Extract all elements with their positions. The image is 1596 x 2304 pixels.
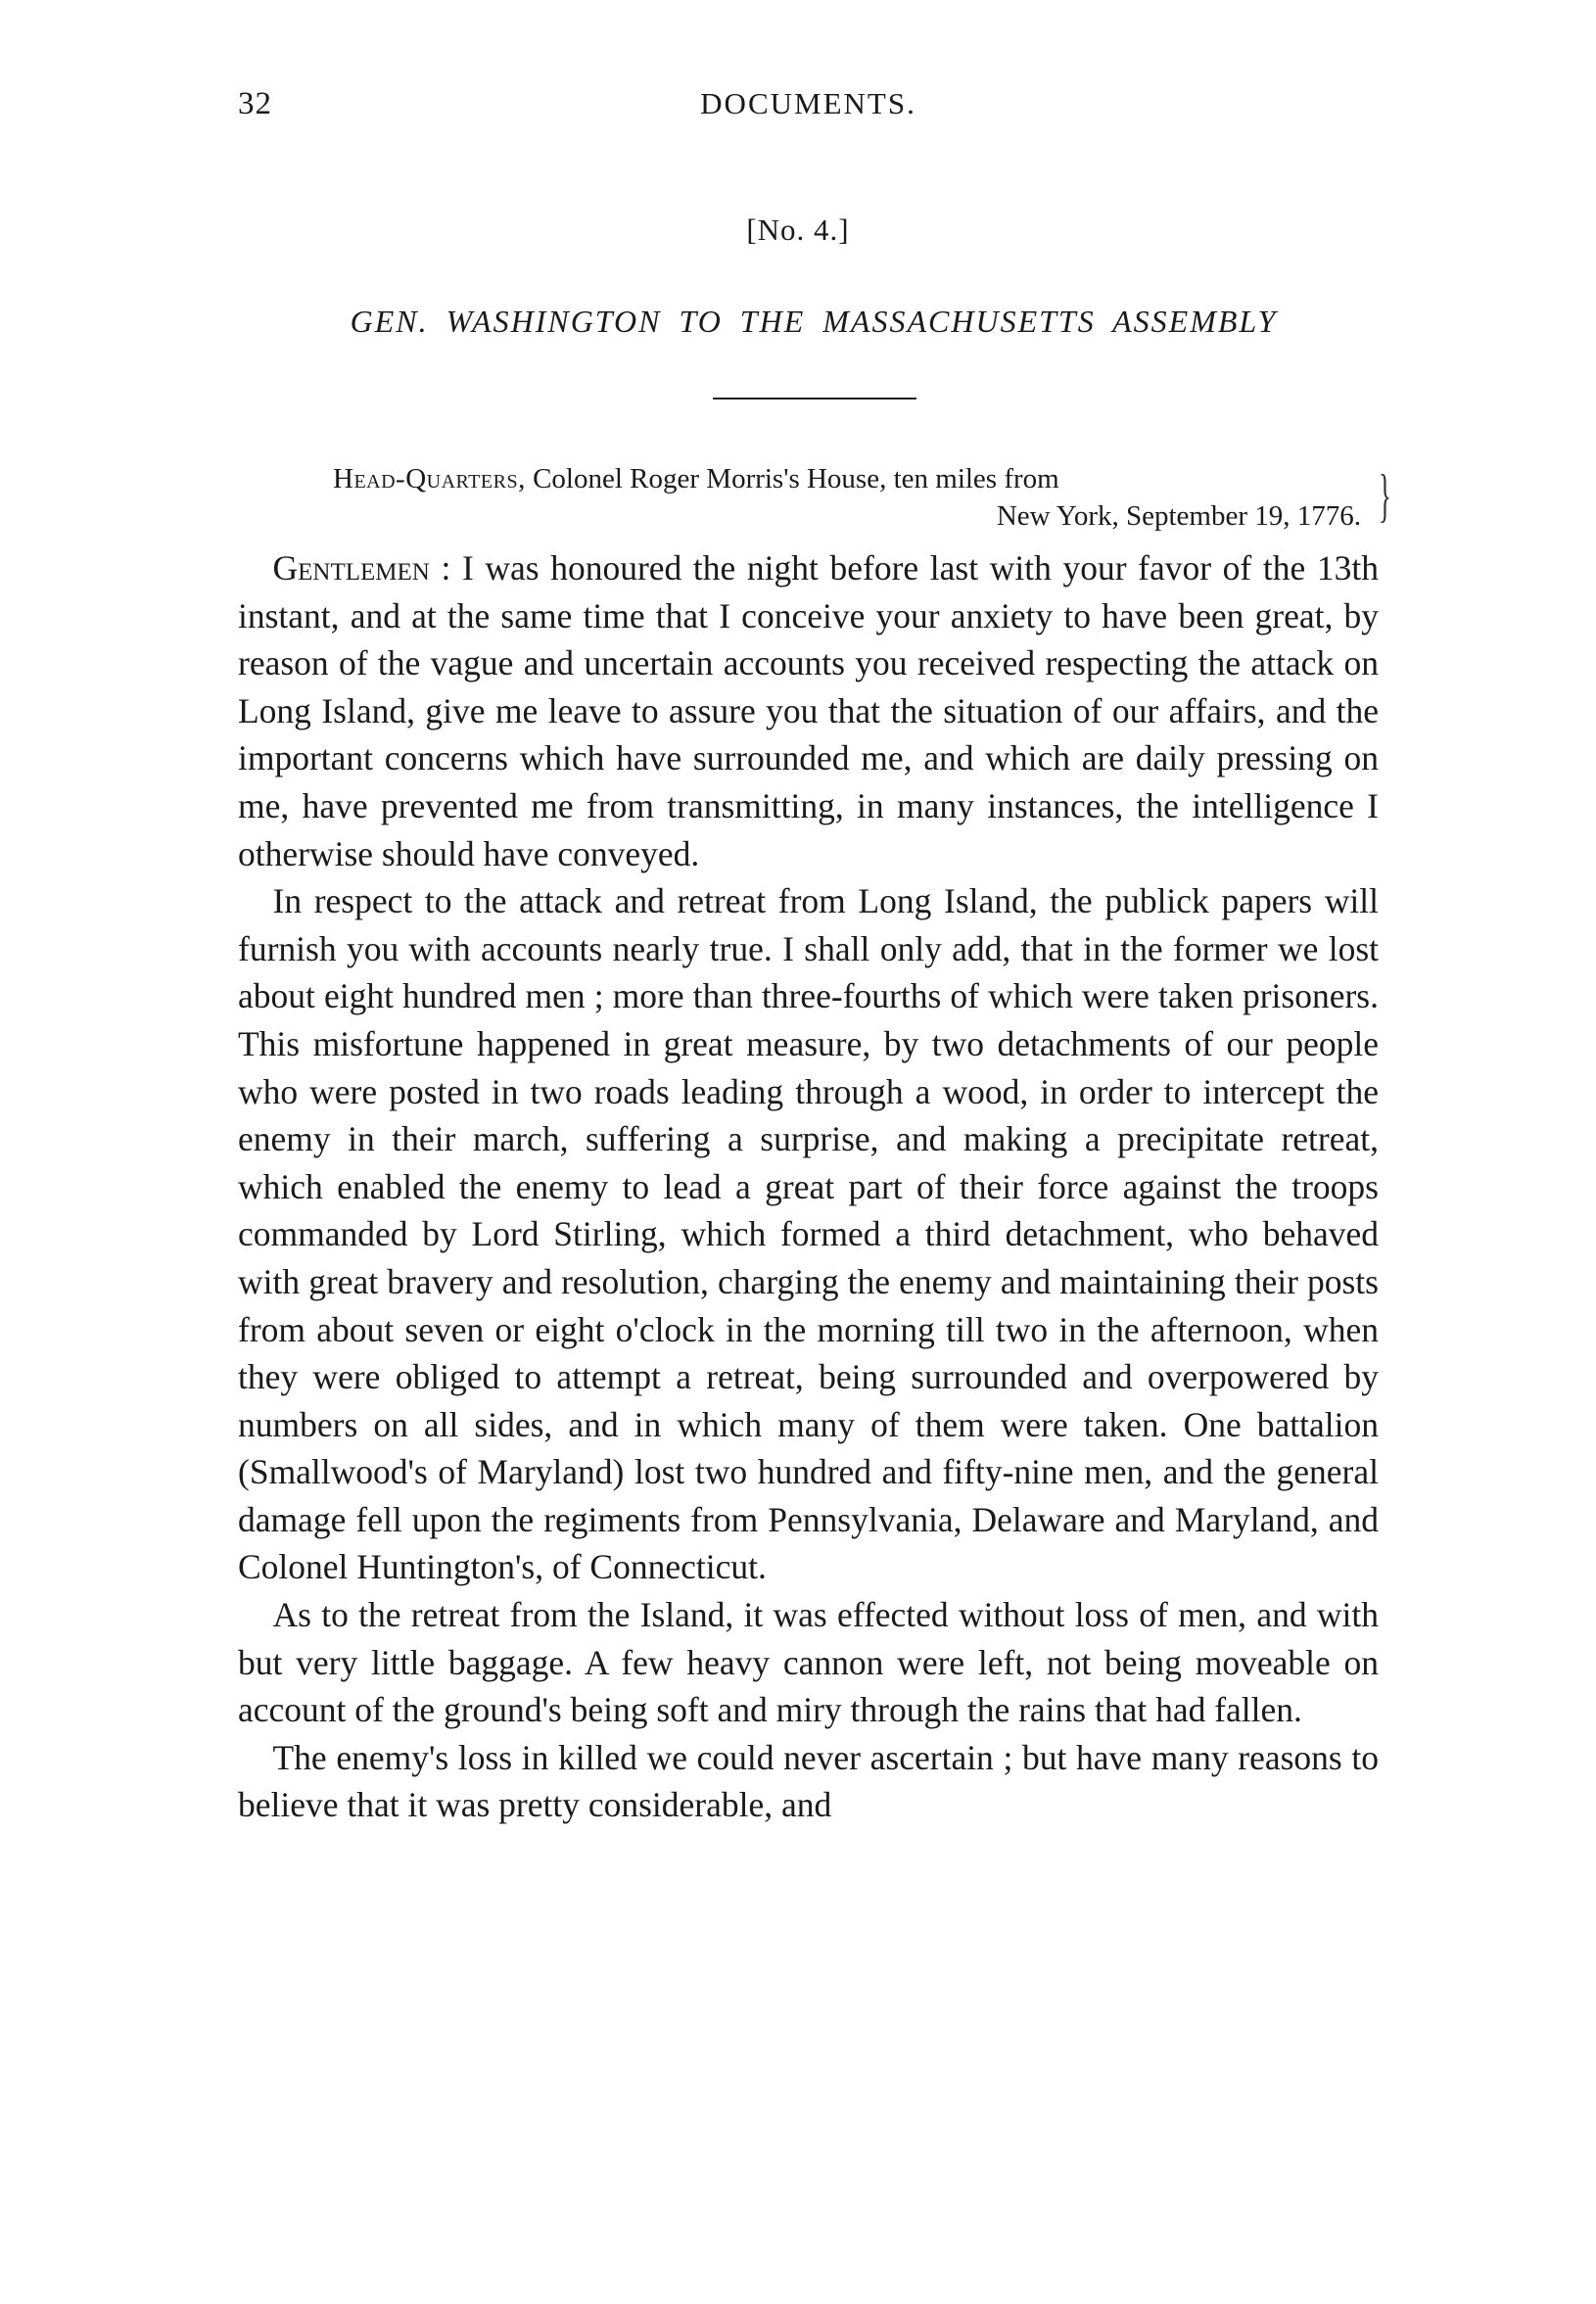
dateline-location: Colonel Roger Morris's House, ten miles from [525,463,1059,494]
paragraph-1 [238,544,1379,877]
page-number: 32 [238,86,272,121]
paragraph-3: As to the retreat from the Island, it was effected without loss of men, and with but very little baggage. A few heavy cannon were left, not being moveable on account of the ground's being soft and miry through the rains that had fallen. [238,1595,1379,1730]
running-title: DOCUMENTS. [700,86,916,120]
document-number: [No. 4.] [746,212,850,247]
paragraph-2: In respect to the attack and retreat from Long Island, the publick papers will furnish you with accounts nearly true. I shall only add, that in the former we lost about eight hundred men ; more than three-fourths of which were taken prisoners. This misfortune happened in great measure, by two detachments of our people who were posted in two roads leading through a wood, in order to intercept the enemy in their march, suffering a surprise, and making a precipitate retreat, which enabled the enemy to lead a great part of their force against the troops commanded by Lord Stirling, which formed a third detachment, who behaved with great bravery and resolution, charging the enemy and maintaining their posts from about seven or eight o'clock in the morning till two in the afternoon, when they were obliged to attempt a retreat, being surrounded and overpowered by numbers on all sides, and in which many of them were taken. One battalion (Smallwood's of Maryland) lost two hundred and fifty-nine men, and the general damage fell upon the regiments from Pennsylvania, Delaware and Maryland, and Colonel Huntington's, of Connecticut. [238,881,1379,1587]
salutation: Gentlemen : [272,548,451,588]
paragraph-1-text: I was honoured the night before last with your favor of the 13th instant, and at the same time that I conceive your anxiety to have been great, by reason of the vague and uncertain accounts you received respecting the attack on Long Island, give me leave to assure you that the situation of our affairs, and the important concerns which have surrounded me, and which are daily pressing on me, have prevented me from transmitting, in many instances, the intelligence I otherwise should have conveyed. [238,548,1379,873]
dateline [333,460,1373,535]
dateline-line-2: New York, September 19, 1776. [996,500,1361,532]
dateline-brace: } [1378,463,1391,528]
title-divider [713,398,916,400]
running-head [238,86,1379,135]
letter-body [238,544,1379,1829]
document-title: GEN. WASHINGTON TO THE MASSACHUSETTS ASSEMBLY [350,304,1278,339]
dateline-line-1 [333,460,1373,497]
paragraph-4: The enemy's loss in killed we could never ascertain ; but have many reasons to believe that it was pretty considerable, and [238,1737,1379,1825]
head-quarters-label: Head-Quarters, [333,463,526,494]
